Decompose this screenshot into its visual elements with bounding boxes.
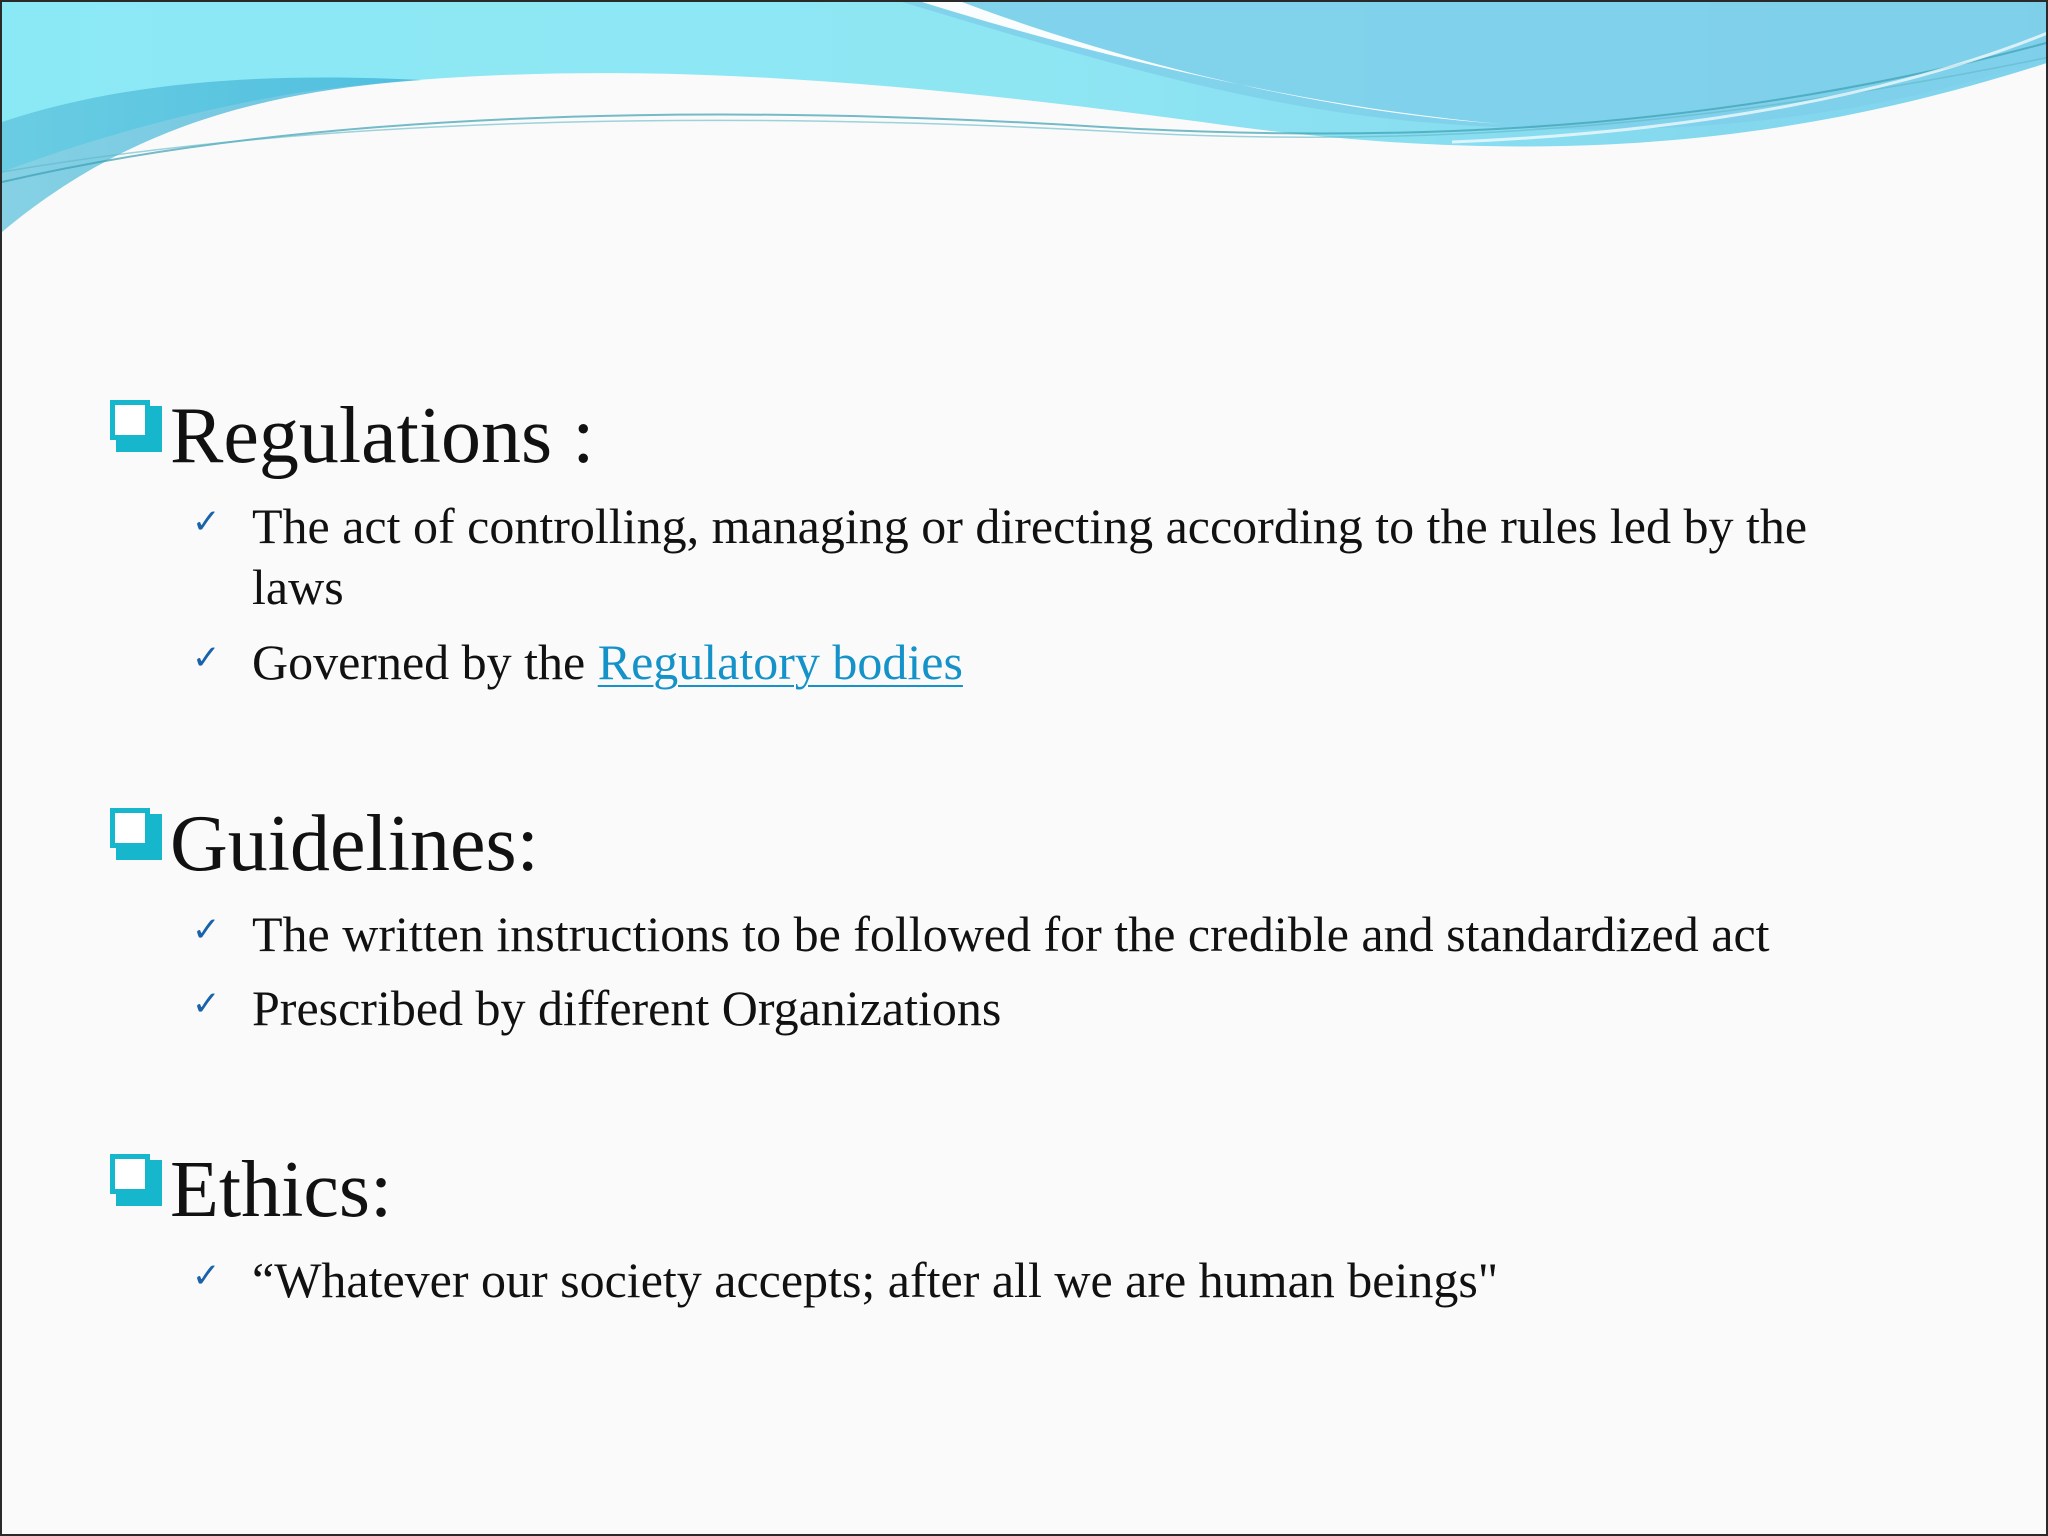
list-item-text: Governed by the <box>252 634 598 690</box>
section-title <box>110 392 1880 480</box>
bullet-list <box>110 1250 1880 1311</box>
list-item <box>110 904 1880 965</box>
checkmark-icon: ✓ <box>192 984 221 1024</box>
header-wave-decoration <box>2 2 2048 242</box>
checkmark-icon: ✓ <box>192 638 221 678</box>
section-title <box>110 1146 1880 1234</box>
regulatory-bodies-link[interactable]: Regulatory bodies <box>597 634 963 690</box>
list-item <box>110 632 1880 693</box>
list-item-text: Prescribed by different Organizations <box>252 980 1002 1036</box>
list-item <box>110 1250 1880 1311</box>
checkmark-icon: ✓ <box>192 910 221 950</box>
section-title-text: Guidelines: <box>170 800 539 888</box>
list-item-text: “Whatever our society accepts; after all we are human beings" <box>252 1252 1499 1308</box>
list-item <box>110 496 1880 618</box>
square-bullet-icon <box>110 808 164 862</box>
list-item-text: The written instructions to be followed for the credible and standardized act <box>252 906 1770 962</box>
square-bullet-icon <box>110 1154 164 1208</box>
section-title <box>110 800 1880 888</box>
checkmark-icon: ✓ <box>192 502 221 542</box>
section-title-text: Regulations : <box>170 392 595 480</box>
section-ethics <box>110 1146 1880 1311</box>
list-item <box>110 978 1880 1039</box>
list-item-text: The act of controlling, managing or directing according to the rules led by the laws <box>252 498 1808 615</box>
section-guidelines <box>110 800 1880 1039</box>
square-bullet-icon <box>110 400 164 454</box>
checkmark-icon: ✓ <box>192 1256 221 1296</box>
bullet-list <box>110 904 1880 1039</box>
section-title-text: Ethics: <box>170 1146 393 1234</box>
section-regulations <box>110 392 1880 693</box>
bullet-list <box>110 496 1880 693</box>
